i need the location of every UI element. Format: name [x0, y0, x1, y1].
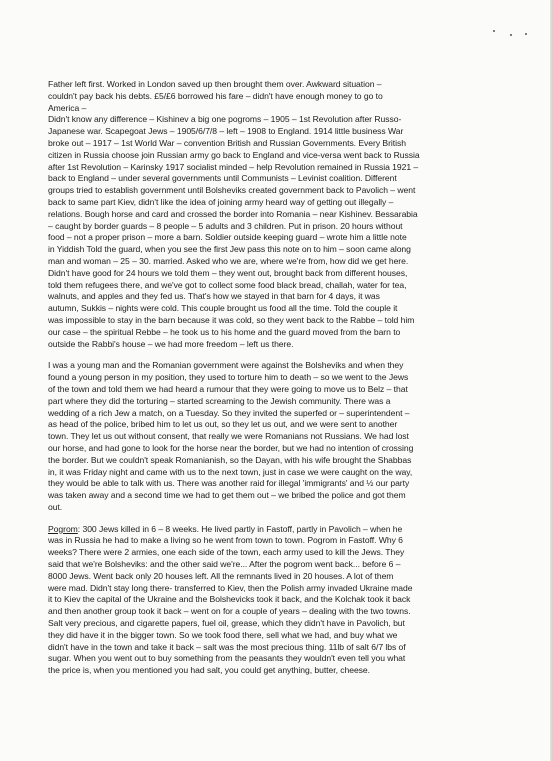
- text-line: citizen in Russia choose join Russian army go back to England and vice-versa went back to Russia: [48, 149, 420, 160]
- text-line: back to same part Kiev, didn't like the idea of joining army heard way of getting out illegally –: [48, 196, 394, 207]
- text-line: Father left first. Worked in London saved up then brought them over. Awkward situation –: [48, 79, 382, 89]
- text-line: found a young person in my position, they used to torture him to death – so we went to the Jews: [48, 372, 409, 383]
- text-line: and then another group took it back – went on for a couple of years – dealing with the two towns.: [48, 606, 411, 617]
- text-line: sugar. When you went out to buy something from the peasants they wouldn't even tell you what: [48, 653, 406, 664]
- text-line: of the town and told them we had heard a rumour that they were going to move us to Belz – that: [48, 383, 408, 394]
- text-line: couldn't pay back his debts. £5/£6 borrowed his fare – didn't have enough money to go to: [48, 90, 383, 101]
- text-line: said that we're Bolsheviks: and the other said we're... After the pogrom went back... before 6 –: [48, 559, 401, 570]
- text-line: outside the Rabbi's house – we had more freedom – left us there.: [48, 338, 294, 349]
- text-line: groups tried to establish government until Bolsheviks created government back to Pavolich – went: [48, 185, 416, 196]
- paragraph-pogrom: [48, 524, 494, 677]
- text-line: [48, 524, 494, 536]
- text-line: out.: [48, 501, 63, 512]
- text-line: in, it was Friday night and came with us to the next town, just in case we were caught on the way,: [48, 466, 413, 477]
- text-line: 8000 Jews. Went back only 20 houses left. All the remnants lived in 20 houses. A lot of them: [48, 570, 394, 581]
- text-line: after 1st Revolution – Karinsky 1917 socialist minded – help Revolution remained in Russia 1921 –: [48, 161, 419, 172]
- document-body: [48, 79, 494, 687]
- text-line: told them refugees there, and we've got to collect some food black bread, challah, water for tea,: [48, 279, 407, 290]
- text-line: broke out – 1917 – 1st World War – convention British and Russian Governments. Every British: [48, 137, 406, 148]
- text-line: back to England – under several governments until Communists – Levinist coalition. Different: [48, 173, 397, 184]
- scan-speck: [525, 33, 527, 35]
- text-line: our horse, and had gone to look for the horse near the border, but we had no intention of crossing: [48, 442, 414, 453]
- text-line: Japanese war. Scapegoat Jews – 1905/6/7/8 – left – 1908 to England. 1914 little business War: [48, 126, 404, 137]
- text-line: as head of the police, bribed him to let us out, so they let us out, and we were sent to another: [48, 419, 398, 430]
- text-line: they would be able to talk with us. There was another raid for illegal 'immigrants' and ½ our party: [48, 478, 410, 489]
- text-line-rest: : 300 Jews killed in 6 – 8 weeks. He lived partly in Fastoff, partly in Pavolich – when he: [77, 523, 403, 534]
- text-line: Didn't know any difference – Kishinev a big one pogroms – 1905 – 1st Revolution after Russo-: [48, 114, 402, 125]
- text-line: America –: [48, 102, 87, 113]
- section-heading-pogrom: Pogrom: [48, 523, 78, 534]
- text-line: part where they did the torturing – started screaming to the Jewish community. There was a: [48, 395, 391, 406]
- text-line: was impossible to stay in the barn because it was cold, so they went back to the Rabbe – told him: [48, 314, 415, 325]
- text-line: relations. Bough horse and card and crossed the border into Romania – near Kishinev. Bessarabia: [48, 208, 418, 219]
- text-line: wedding of a rich Jew a match, on a Tuesday. So they invited the superfed or – superintendent –: [48, 407, 410, 418]
- scan-speck: [493, 30, 495, 32]
- text-line: Salt very precious, and cigarette papers, fuel oil, grease, which they didn't have in Pavolich, but: [48, 618, 405, 629]
- text-line: weeks? There were 2 armies, one each side of the town, each army used to kill the Jews. They: [48, 547, 405, 558]
- text-line: I was a young man and the Romanian government were against the Bolsheviks and when they: [48, 360, 404, 371]
- text-line: town. They let us out without consent, that really we were Romanians not Russians. We had lost: [48, 431, 409, 442]
- text-line: – caught by border guards – 8 people – 5 adults and 3 children. Put in prison. 20 hours without: [48, 220, 403, 231]
- text-line: didn't have in the town and take it back – salt was the most precious thing. 11lb of salt 6/7 lbs of: [48, 641, 406, 652]
- text-line: food – not a proper prison – more a barn. Soldier outside keeping guard – wrote him a little note: [48, 232, 407, 243]
- text-line: were mad. Didn't stay long there- transferred to Kiev, then the Polish army invaded Ukraine made: [48, 582, 413, 593]
- text-line: walnuts, and apples and they fed us. That's how we stayed in that barn for 4 days, it was: [48, 291, 380, 302]
- text-line: in Yiddish Told the guard, when you see the first Jew pass this note on to him – soon came along: [48, 244, 411, 255]
- scan-speck: [510, 34, 512, 36]
- text-line: they did have it in the bigger town. So we took food there, sell what we had, and buy what we: [48, 629, 398, 640]
- text-line: the border. But we couldn't speak Romanianish, so the Dayan, with his wife brought the Shabbas: [48, 454, 412, 465]
- text-line: Didn't have good for 24 hours we told them – they went out, brought back from different houses,: [48, 267, 408, 278]
- text-line: it to Kiev the capital of the Ukraine and the Bolshevicks took it back, and the Kolchak took it back: [48, 594, 411, 605]
- paragraph-emigration: [48, 79, 494, 350]
- text-line: was in Russia he had to make a living so he went from town to town. Pogrom in Fastoff. Why 6: [48, 535, 403, 546]
- text-line: autumn, Sukkis – nights were cold. This couple brought us food all the time. Told the couple it: [48, 303, 398, 314]
- text-line: was taken away and a second time we had to get them out – we bribed the police and got them: [48, 490, 406, 501]
- paragraph-romania: [48, 360, 494, 513]
- text-line: our case – the spiritual Rebbe – he took us to his home and the guard moved from the barn to: [48, 326, 401, 337]
- text-line: man and woman – 25 – 30. married. Asked who we are, where we're from, how did we get here.: [48, 255, 409, 266]
- text-line: the price is, when you mentioned you had salt, you could get anything, butter, cheese.: [48, 665, 370, 676]
